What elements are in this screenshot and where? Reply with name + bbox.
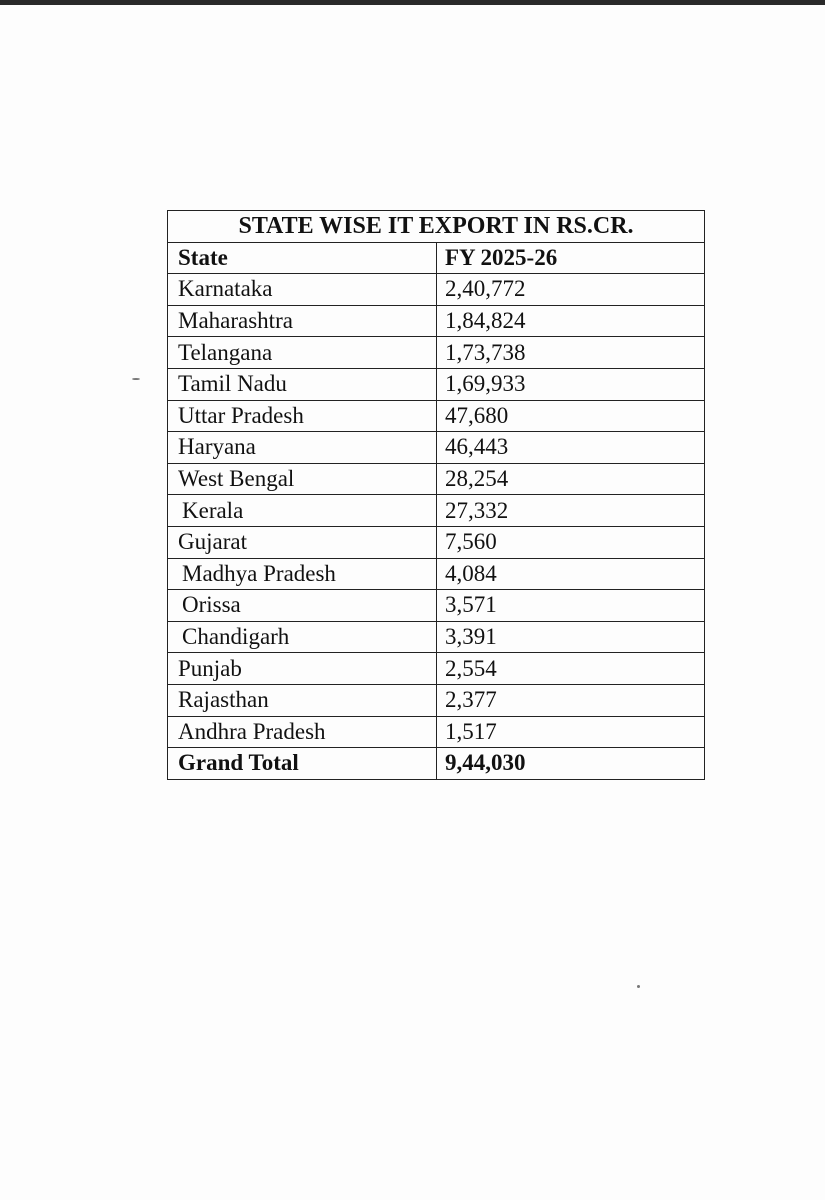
- state-cell: [168, 590, 437, 622]
- table-row: [168, 463, 705, 495]
- state-cell: Tamil Nadu: [168, 368, 437, 400]
- value-cell: 3,571: [437, 590, 705, 622]
- table-row: [168, 368, 705, 400]
- value-cell: 1,517: [437, 716, 705, 748]
- table-row: [168, 558, 705, 590]
- table-header-row: [168, 242, 705, 274]
- table-row: [168, 621, 705, 653]
- state-label: Chandigarh: [182, 624, 290, 650]
- value-cell: 46,443: [437, 432, 705, 464]
- state-cell: Rajasthan: [168, 684, 437, 716]
- state-cell: [168, 621, 437, 653]
- state-cell: Andhra Pradesh: [168, 716, 437, 748]
- state-cell: Haryana: [168, 432, 437, 464]
- table-row: [168, 716, 705, 748]
- scan-speck: [132, 378, 140, 380]
- state-cell: [168, 495, 437, 527]
- table-row: [168, 305, 705, 337]
- value-cell: 1,73,738: [437, 337, 705, 369]
- value-cell: 4,084: [437, 558, 705, 590]
- table-row: [168, 684, 705, 716]
- value-cell: 27,332: [437, 495, 705, 527]
- value-cell: 3,391: [437, 621, 705, 653]
- state-cell: West Bengal: [168, 463, 437, 495]
- table-title-row: [168, 211, 705, 243]
- state-cell: [168, 558, 437, 590]
- table-title: STATE WISE IT EXPORT IN RS.CR.: [168, 211, 705, 243]
- state-cell: Uttar Pradesh: [168, 400, 437, 432]
- table-row: [168, 274, 705, 306]
- state-cell: Punjab: [168, 653, 437, 685]
- state-cell: Gujarat: [168, 526, 437, 558]
- value-cell: 1,69,933: [437, 368, 705, 400]
- value-cell: 2,40,772: [437, 274, 705, 306]
- table-row: [168, 653, 705, 685]
- value-cell: 28,254: [437, 463, 705, 495]
- grand-total-row: [168, 748, 705, 780]
- grand-total-value: 9,44,030: [437, 748, 705, 780]
- state-label: Kerala: [182, 497, 244, 523]
- table-row: [168, 337, 705, 369]
- table-row: [168, 590, 705, 622]
- table-row: [168, 432, 705, 464]
- column-header-state: State: [168, 242, 437, 274]
- value-cell: 1,84,824: [437, 305, 705, 337]
- table-row: [168, 400, 705, 432]
- column-header-fy: FY 2025-26: [437, 242, 705, 274]
- state-it-export-table: [167, 210, 705, 780]
- value-cell: 47,680: [437, 400, 705, 432]
- table-row: [168, 526, 705, 558]
- value-cell: 7,560: [437, 526, 705, 558]
- grand-total-label: Grand Total: [168, 748, 437, 780]
- scan-speck: [637, 985, 640, 988]
- table-row: [168, 495, 705, 527]
- state-cell: Maharashtra: [168, 305, 437, 337]
- state-cell: Telangana: [168, 337, 437, 369]
- state-label: Madhya Pradesh: [182, 560, 336, 586]
- state-label: Orissa: [182, 592, 241, 618]
- state-cell: Karnataka: [168, 274, 437, 306]
- value-cell: 2,377: [437, 684, 705, 716]
- value-cell: 2,554: [437, 653, 705, 685]
